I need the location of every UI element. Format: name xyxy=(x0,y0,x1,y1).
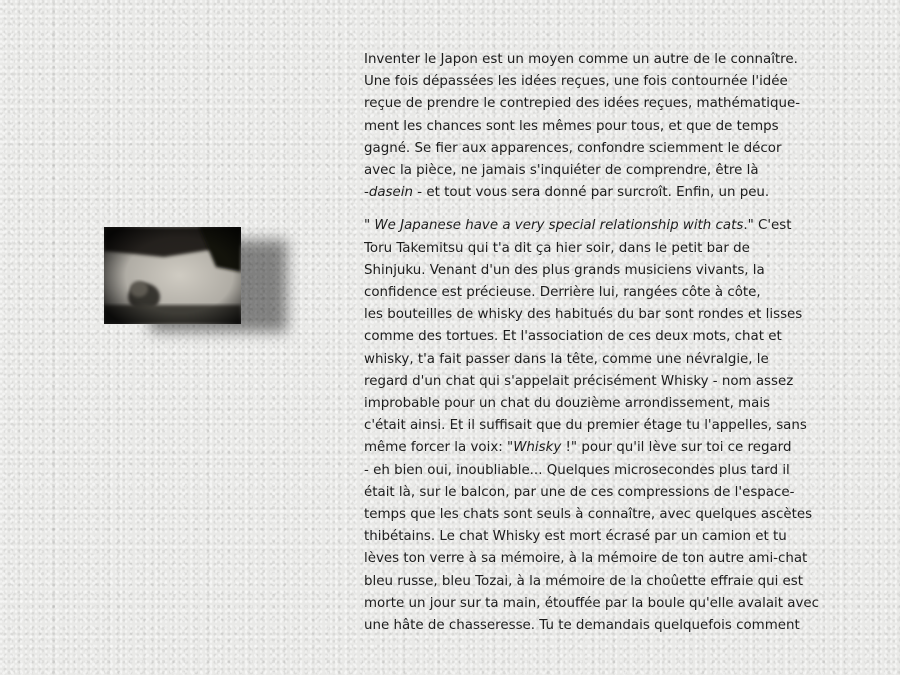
text-segment: Une fois dépassées les idées reçues, une fois contournée l'idée xyxy=(364,74,788,90)
text-line xyxy=(364,593,864,615)
text-segment: - xyxy=(364,185,369,201)
text-segment: thibétains. Le chat Whisky est mort écrasé par un camion et tu xyxy=(364,529,787,545)
text-segment: regard d'un chat qui s'appelait précisément Whisky - nom assez xyxy=(364,373,794,389)
text-line xyxy=(364,160,864,182)
text-line xyxy=(364,349,864,371)
italic-text: dasein xyxy=(368,185,413,201)
text-segment: confidence est précieuse. Derrière lui, rangées côte à côte, xyxy=(364,285,761,301)
text-line xyxy=(364,326,864,348)
text-segment: bleu russe, bleu Tozai, à la mémoire de la choûette effraie qui est xyxy=(364,573,804,589)
text-line xyxy=(364,526,864,548)
text-segment: reçue de prendre le contrepied des idées reçues, mathématique- xyxy=(364,96,801,112)
text-segment: même forcer la voix: " xyxy=(364,440,514,456)
bar-photograph-image xyxy=(104,227,241,324)
text-segment: était là, sur le balcon, par une de ces compressions de l'espace- xyxy=(364,484,795,500)
bar-photograph xyxy=(104,227,241,324)
text-segment: gagné. Se fier aux apparences, confondre sciemment le décor xyxy=(364,140,782,156)
text-line xyxy=(364,415,864,437)
text-line xyxy=(364,460,864,482)
text-line xyxy=(364,71,864,93)
text-line xyxy=(364,215,864,237)
paragraph-1 xyxy=(364,49,864,204)
text-line xyxy=(364,482,864,504)
text-segment: Toru Takemitsu qui t'a dit ça hier soir, dans le petit bar de xyxy=(364,240,750,256)
text-segment: " xyxy=(364,218,375,234)
text-line xyxy=(364,49,864,71)
text-line xyxy=(364,615,864,637)
italic-text: We Japanese have a very special relationship with cats xyxy=(374,218,744,234)
text-line xyxy=(364,304,864,326)
text-line xyxy=(364,260,864,282)
text-segment: whisky, t'a fait passer dans la tête, comme une névralgie, le xyxy=(364,351,769,367)
text-line xyxy=(364,548,864,570)
text-line xyxy=(364,371,864,393)
paragraph-2 xyxy=(364,215,864,637)
text-segment: morte un jour sur ta main, étouffée par la boule qu'elle avalait avec xyxy=(364,595,820,611)
text-segment: - et tout vous sera donné par surcroît. Enfin, un peu. xyxy=(412,185,770,201)
text-segment: les bouteilles de whisky des habitués du bar sont rondes et lisses xyxy=(364,307,803,323)
text-line xyxy=(364,116,864,138)
text-line xyxy=(364,282,864,304)
text-segment: comme des tortues. Et l'association de ces deux mots, chat et xyxy=(364,329,782,345)
text-line xyxy=(364,571,864,593)
text-segment: improbable pour un chat du douzième arrondissement, mais xyxy=(364,396,771,412)
text-line xyxy=(364,437,864,459)
text-segment: ." C'est xyxy=(743,218,792,234)
text-segment: temps que les chats sont seuls à connaître, avec quelques ascètes xyxy=(364,507,813,523)
article-text xyxy=(364,49,864,637)
text-segment: avec la pièce, ne jamais s'inquiéter de comprendre, être là xyxy=(364,163,759,179)
text-line xyxy=(364,182,864,204)
text-segment: une hâte de chasseresse. Tu te demandais quelquefois comment xyxy=(364,618,800,634)
text-line xyxy=(364,504,864,526)
text-segment: lèves ton verre à sa mémoire, à la mémoire de ton autre ami-chat xyxy=(364,551,808,567)
text-line xyxy=(364,238,864,260)
text-segment: - eh bien oui, inoubliable... Quelques microsecondes plus tard il xyxy=(364,462,790,478)
italic-text: Whisky xyxy=(513,440,562,456)
text-line xyxy=(364,393,864,415)
text-segment: ment les chances sont les mêmes pour tous, et que de temps xyxy=(364,118,779,134)
text-segment: c'était ainsi. Et il suffisait que du premier étage tu l'appelles, sans xyxy=(364,418,807,434)
text-segment: Shinjuku. Venant d'un des plus grands musiciens vivants, la xyxy=(364,262,765,278)
text-segment: !" pour qu'il lève sur toi ce regard xyxy=(561,440,792,456)
text-segment: Inventer le Japon est un moyen comme un autre de le connaître. xyxy=(364,52,798,67)
text-line xyxy=(364,93,864,115)
text-line xyxy=(364,138,864,160)
